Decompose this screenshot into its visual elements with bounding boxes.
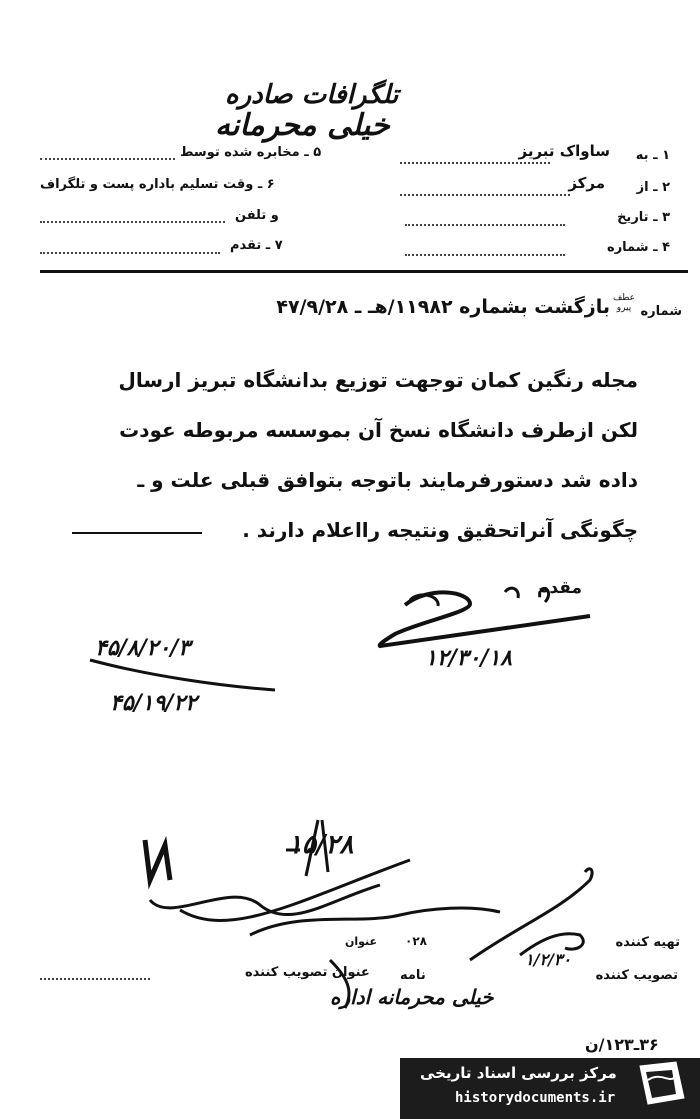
reference-tag: عطف پیرو	[612, 293, 636, 313]
prepared-by-label: تهیه کننده	[615, 935, 680, 950]
reference-text: بازگشت بشماره ۱۱۹۸۲/هـ ـ ۴۷/۹/۲۸	[276, 296, 610, 318]
field-from-value: مرکز	[568, 174, 605, 192]
handwritten-bottom-script: خیلی محرمانه اداره	[330, 985, 494, 1009]
header-line2: خیلی محرمانه	[215, 108, 390, 143]
handwritten-bottom-note: ۱/۲/۳۰	[525, 950, 572, 969]
signoff: مقدم	[536, 578, 582, 598]
field-delivery-time-label: ۶ ـ وقت تسلیم باداره پست و تلگراف	[40, 177, 275, 192]
body-line-2: لکن ازطرف دانشگاه نسخ آن بموسسه مربوطه عودت	[119, 418, 638, 442]
title-small-label: عنوان	[345, 935, 378, 948]
watermark-org: مرکز بررسی اسناد تاریخی	[420, 1064, 617, 1082]
watermark-url: historydocuments.ir	[455, 1090, 616, 1106]
field-to-value: ساواک تبریز	[518, 142, 610, 160]
letter-label: نامه	[400, 968, 426, 983]
signature-date: ۱۲/۳۰/۱۸	[425, 645, 512, 671]
body-line-1: مجله رنگین کمان توجهت توزیع بدانشگاه تبریز ارسال	[118, 368, 638, 392]
reference-label: شماره	[640, 304, 682, 319]
field-priority-label: ۷ ـ تقدم	[230, 238, 283, 253]
header-line1: تلگرافات صادره	[225, 80, 399, 110]
handwritten-date-1: ۴۵/۸/۲۰/۳	[95, 635, 191, 661]
handwritten-date-2: ۴۵/۱۹/۲۲	[110, 690, 197, 716]
field-sent-by-label: ۵ ـ مخابره شده توسط	[180, 145, 322, 160]
field-number-label: ۴ ـ شماره	[607, 240, 670, 255]
field-date-label: ۳ ـ تاریخ	[617, 210, 670, 225]
form-code: ۳۶ـ۱۲۳/ن	[585, 1035, 659, 1054]
body-line-4: چگونگی آنراتحقیق ونتیجه رااعلام دارند .	[242, 518, 638, 542]
title-approver-label: عنوان تصویب کننده	[245, 965, 370, 980]
code-label: ۰۲۸	[405, 934, 427, 948]
field-phone-label: و تلفن	[235, 208, 279, 223]
handwritten-center-mark: ۱۵/۲۸	[288, 830, 354, 860]
approved-by-label: تصویب کننده	[595, 968, 678, 983]
body-line-3: داده شد دستورفرمایند باتوجه بتوافق قبلی علت و ـ	[137, 468, 638, 492]
field-from-label: ۲ ـ از	[636, 180, 670, 195]
field-to-label: ۱ ـ به	[635, 148, 670, 163]
